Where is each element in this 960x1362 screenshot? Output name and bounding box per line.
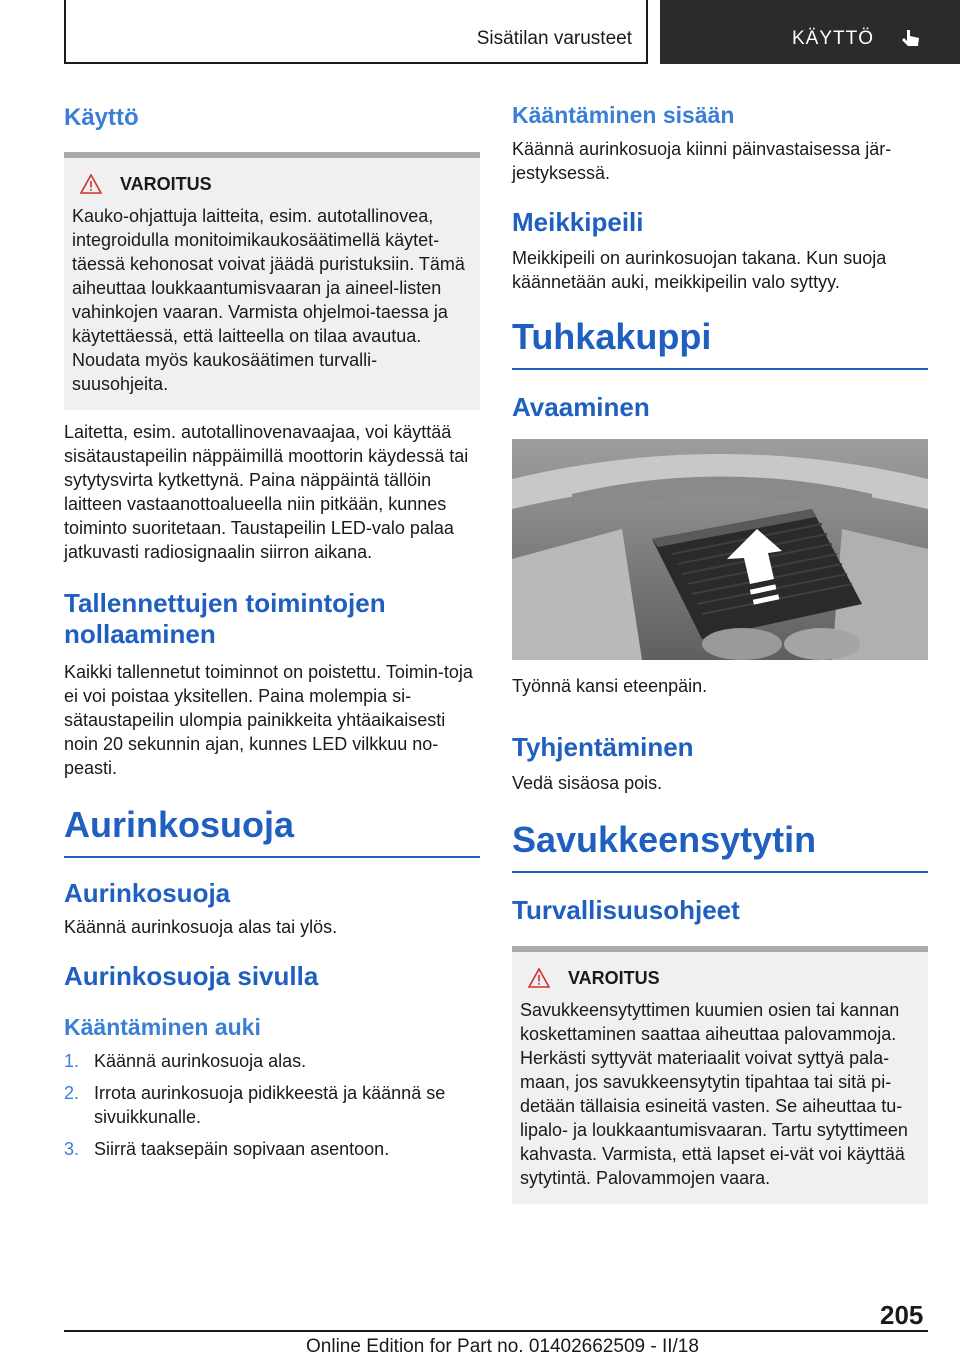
steps-list <box>64 1049 480 1161</box>
warning-box <box>512 952 928 1204</box>
warning-triangle-icon <box>528 968 550 988</box>
heading-tallennettujen: Tallennettujen toimintojen nollaaminen <box>64 588 386 649</box>
header-section-box <box>64 0 648 64</box>
header-chapter-label: KÄYTTÖ <box>792 28 875 49</box>
step-number: 3. <box>64 1139 80 1159</box>
paragraph-kaanna: Käännä aurinkosuoja alas tai ylös. <box>64 917 338 937</box>
heading-savukkeensytytin-chapter: Savukkeensytytin <box>512 819 817 860</box>
footer-edition: Online Edition for Part no. 01402662509 - II/18 <box>306 1336 699 1357</box>
warning-text: Savukkeensytyttimen kuumien osien tai kannan koskettaminen saattaa aiheuttaa palovammoja. Herkästi syttyvät materiaalit voivat syttyä pala-maan, jos savukkeensytytin tipahtaa tai sitä pi-detään tällaisia esineitä vasten. Se aiheuttaa tu-lipalo- ja loukkaantumisvaaran. Tartu sytyttimeen kahvasta. Varmista, että lapset ei-vät voi käyttää sytytintä. Palovammojen vaara. <box>520 1000 908 1188</box>
header-chapter-tab <box>660 0 960 64</box>
paragraph-meikkipeili: Meikkipeili on aurinkosuojan takana. Kun suoja käännetään auki, meikkipeilin valo syttyy. <box>512 248 887 292</box>
ashtray-photo <box>512 439 928 660</box>
paragraph-veda: Vedä sisäosa pois. <box>512 773 663 793</box>
header-section-title: Sisätilan varusteet <box>476 28 632 49</box>
heading-tyhjentaminen: Tyhjentäminen <box>512 732 694 762</box>
step-text: Siirrä taaksepäin sopivaan asentoon. <box>94 1139 390 1159</box>
heading-kaantaminen-auki: Kääntäminen auki <box>64 1014 261 1040</box>
list-item <box>64 1081 480 1129</box>
warning-text: Kauko-ohjattuja laitteita, esim. autotallinovea, integroidulla monitoimikaukosäätimellä käytet-täessä kehonosat voivat jäädä puristuksiin. Tämä aiheuttaa loukkaantumisvaaran ja aineel-listen vahinkojen vaaran. Varmista ohjelmoi-taessa ja käytettäessä, että laitteella on tilaa avautua. Noudata myös kaukosäätimen turvalli-suusohjeita. <box>72 206 465 394</box>
list-item <box>64 1137 480 1161</box>
heading-sivulla: Aurinkosuoja sivulla <box>64 961 319 991</box>
paragraph-sisaan: Käännä aurinkosuoja kiinni päinvastaisessa jär-jestyksessä. <box>512 139 892 183</box>
chapter-rule <box>64 856 480 858</box>
warning-title: VAROITUS <box>120 174 212 194</box>
heading-meikkipeili: Meikkipeili <box>512 207 644 237</box>
chapter-rule <box>512 871 928 873</box>
warning-triangle-icon <box>80 174 102 194</box>
heading-kaytto: Käyttö <box>64 104 139 131</box>
paragraph-tyonna: Työnnä kansi eteenpäin. <box>512 676 708 696</box>
step-number: 2. <box>64 1083 80 1103</box>
heading-turvallisuusohjeet: Turvallisuusohjeet <box>512 895 740 925</box>
footer-rule <box>64 1330 928 1332</box>
step-text: Irrota aurinkosuoja pidikkeestä ja käännä se sivuikkunalle. <box>94 1083 446 1127</box>
hand-pointer-icon <box>898 27 922 51</box>
heading-aurinkosuoja-chapter: Aurinkosuoja <box>64 804 295 845</box>
heading-tuhkakuppi-chapter: Tuhkakuppi <box>512 316 712 357</box>
chapter-rule <box>512 368 928 370</box>
page-number: 205 <box>880 1300 924 1330</box>
heading-kaantaminen-sisaan: Kääntäminen sisään <box>512 102 735 128</box>
warning-title: VAROITUS <box>568 968 660 988</box>
heading-aurinkosuoja: Aurinkosuoja <box>64 878 231 908</box>
paragraph-laitetta: Laitetta, esim. autotallinovenavaajaa, voi käyttää sisätaustapeilin näppäimillä moottorin käydessä tai sytytysvirta kytkettynä. Paina näppäintä tällöin laitteen vastaanottoalueella niin pitkään, kunnes toiminto suoritetaan. Taustapeilin LED-valo palaa jatkuvasti radiosignaalin siirron aikana. <box>64 422 469 562</box>
right-column <box>512 96 928 1204</box>
step-text: Käännä aurinkosuoja alas. <box>94 1051 307 1071</box>
step-number: 1. <box>64 1051 80 1071</box>
paragraph-kaikki: Kaikki tallennetut toiminnot on poistettu. Toimin-toja ei voi poistaa yksitellen. Paina molempia si-sätaustapeilin ulompia painikkeita yhtäaikaisesti noin 20 sekunnin ajan, kunnes LED vilkkuu no-peasti. <box>64 662 473 778</box>
left-column <box>64 96 480 1169</box>
warning-box <box>64 158 480 410</box>
list-item <box>64 1049 480 1073</box>
heading-avaaminen: Avaaminen <box>512 392 650 422</box>
